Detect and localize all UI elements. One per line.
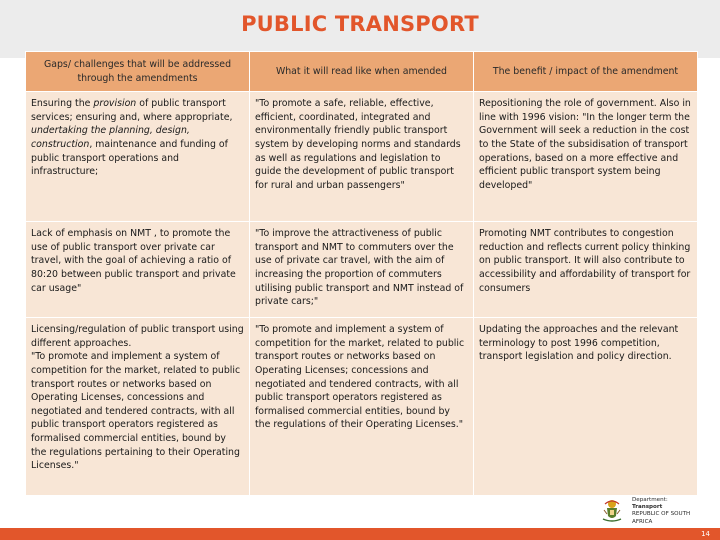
footer-bar [0, 528, 720, 540]
cell-gap: Lack of emphasis on NMT , to promote the use of public transport over private car travel, with the goal of achieving a ratio of 80:20 between public transport and private car usage" [26, 222, 250, 318]
cell-gap [26, 318, 250, 496]
page-number: 14 [701, 530, 710, 538]
table-row [26, 92, 698, 222]
cell-text: Licensing/regulation of public transport using different approaches. [31, 324, 244, 349]
cell-text: , maintenance and funding of public transport operations and infrastructure; [31, 138, 228, 178]
header-benefit: The benefit / impact of the amendment [474, 52, 698, 92]
logo-line: REPUBLIC OF SOUTH AFRICA [632, 511, 691, 525]
department-logo [598, 496, 710, 524]
logo-line: Transport [632, 504, 663, 511]
cell-amended: "To promote and implement a system of competition for the market, related to public transport routes or networks based on Operating Licenses; concessions and negotiated and tendered contracts, with all public transport operators registered as formalised commercial entities, bound by the regulations of their Operating Licenses." [250, 318, 474, 496]
logo-text [632, 497, 710, 526]
cell-text-italic: undertaking the planning, design, construction [31, 125, 190, 150]
cell-gap [26, 92, 250, 222]
cell-amended: "To promote a safe, reliable, effective, efficient, coordinated, integrated and environmentally friendly public transport system by developing norms and standards as well as regulations and legislation to guide the development of public transport for rural and urban passengers" [250, 92, 474, 222]
header-amended-reading: What it will read like when amended [250, 52, 474, 92]
cell-benefit: Promoting NMT contributes to congestion reduction and reflects current policy thinking on public transport. It will also contribute to accessibility and affordability of transport for consumers [474, 222, 698, 318]
header-gaps: Gaps/ challenges that will be addressed through the amendments [26, 52, 250, 92]
cell-text: "To promote and implement a system of competition for the market, related to public transport routes or networks based on Operating Licenses, concessions and negotiated and tendered contracts, with all public transport operators registered as formalised commercial entities, bound by the regulations pertaining to their Operating Licenses." [31, 351, 241, 472]
cell-text: Ensuring the [31, 98, 94, 110]
table-header-row [26, 52, 698, 92]
amendments-table [25, 51, 698, 496]
cell-benefit: Repositioning the role of government. Also in line with 1996 vision: "In the longer term the Government will seek a reduction in the cost to the State of the subsidisation of transport operations, based on a more effective and efficient public transport system being developed" [474, 92, 698, 222]
coat-of-arms-icon [598, 496, 626, 524]
cell-text-italic: provision [93, 98, 137, 110]
logo-line: Department: [632, 497, 668, 503]
cell-amended: "To improve the attractiveness of public transport and NMT to commuters over the use of private car travel, with the aim of increasing the proportion of commuters utilising public transport and NMT instead of private cars;" [250, 222, 474, 318]
table-row [26, 222, 698, 318]
cell-text: of public transport services; ensuring and, where appropriate, [31, 98, 233, 123]
cell-benefit: Updating the approaches and the relevant terminology to post 1996 competition, transport legislation and policy direction. [474, 318, 698, 496]
table-row [26, 318, 698, 496]
page-title: PUBLIC TRANSPORT [241, 12, 479, 36]
